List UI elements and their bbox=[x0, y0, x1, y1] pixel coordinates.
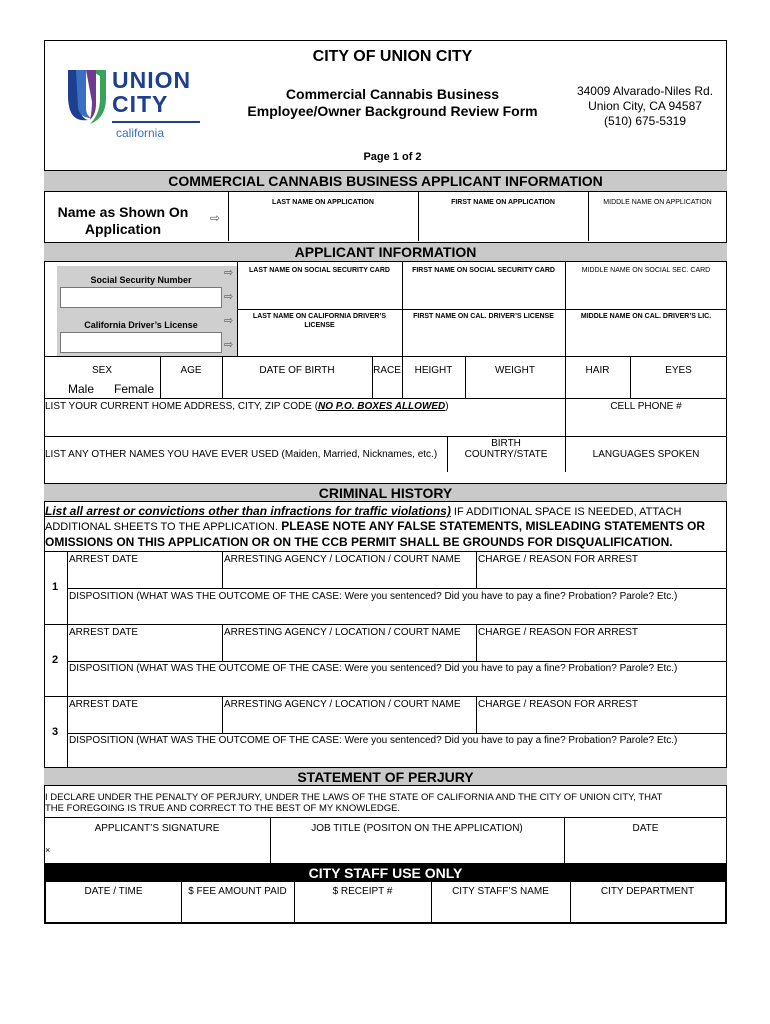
divider bbox=[418, 192, 419, 241]
logo-mark-icon bbox=[66, 68, 108, 128]
address-emphasis: NO P.O. BOXES ALLOWED bbox=[318, 401, 446, 412]
criminal-intro-line3: OMISSIONS ON THIS APPLICATION OR ON THE CCB PERMIT SHALL BE GROUNDS FOR DISQUALIFICATION. bbox=[45, 535, 673, 549]
dl-middle-name[interactable]: MIDDLE NAME ON CAL. DRIVER’S LIC. bbox=[580, 313, 712, 320]
charge-label[interactable]: CHARGE / REASON FOR ARREST bbox=[478, 699, 639, 710]
arresting-agency-label[interactable]: ARRESTING AGENCY / LOCATION / COURT NAME bbox=[224, 554, 461, 565]
ssn-last-name[interactable]: LAST NAME ON SOCIAL SECURITY CARD bbox=[249, 267, 390, 274]
divider bbox=[44, 624, 727, 625]
arresting-agency-label[interactable]: ARRESTING AGENCY / LOCATION / COURT NAME bbox=[224, 699, 461, 710]
section-title: CRIMINAL HISTORY bbox=[318, 485, 453, 501]
divider bbox=[222, 624, 223, 661]
middle-name-on-application[interactable]: MIDDLE NAME ON APPLICATION bbox=[603, 199, 712, 206]
union-city-logo bbox=[66, 68, 206, 144]
name-label-line2: Application bbox=[84, 221, 162, 237]
divider bbox=[67, 661, 727, 662]
divider bbox=[630, 356, 631, 398]
divider bbox=[44, 398, 727, 399]
receipt-label[interactable]: $ RECEIPT # bbox=[332, 886, 393, 897]
section-city-staff-use-only bbox=[46, 865, 725, 882]
female-option[interactable]: Female bbox=[114, 382, 155, 396]
dl-last-name-line2: LICENSE bbox=[304, 322, 335, 329]
disposition-label[interactable]: DISPOSITION (WHAT WAS THE OUTCOME OF THE CASE: Were you sentenced? Did you have to pay a fine? Probation? Parole? Etc.) bbox=[69, 663, 678, 674]
divider bbox=[565, 356, 566, 398]
dl-last-name-line1[interactable]: LAST NAME ON CALIFORNIA DRIVER’S bbox=[252, 313, 387, 320]
other-names-label[interactable]: LIST ANY OTHER NAMES YOU HAVE EVER USED (Maiden, Married, Nicknames, etc.) bbox=[45, 449, 438, 460]
section-title: APPLICANT INFORMATION bbox=[294, 244, 477, 260]
ssn-middle-name[interactable]: MIDDLE NAME ON SOCIAL SEC. CARD bbox=[581, 267, 711, 274]
date-time-label[interactable]: DATE / TIME bbox=[84, 886, 143, 897]
divider bbox=[44, 436, 727, 437]
divider bbox=[67, 588, 727, 589]
divider bbox=[465, 356, 466, 398]
form-title-line2: Employee/Owner Background Review Form bbox=[247, 103, 538, 119]
eyes-label[interactable]: EYES bbox=[665, 365, 692, 376]
arrow-right-icon: ⇨ bbox=[224, 339, 234, 351]
section-title: STATEMENT OF PERJURY bbox=[297, 769, 474, 785]
entry-number: 3 bbox=[52, 726, 59, 738]
height-label[interactable]: HEIGHT bbox=[414, 365, 453, 376]
intro-warning: PLEASE NOTE ANY FALSE STATEMENTS, MISLEADING STATEMENTS OR bbox=[277, 519, 706, 533]
date-label[interactable]: DATE bbox=[632, 823, 659, 834]
department-label[interactable]: CITY DEPARTMENT bbox=[600, 886, 695, 897]
intro-text: ADDITIONAL SHEETS TO THE APPLICATION. bbox=[45, 521, 278, 533]
divider bbox=[222, 696, 223, 733]
logo-text-union: UNION bbox=[112, 67, 192, 93]
divider bbox=[44, 551, 727, 552]
page-number: Page 1 of 2 bbox=[363, 151, 422, 163]
divider bbox=[237, 309, 727, 310]
arrest-date-label[interactable]: ARREST DATE bbox=[69, 627, 139, 638]
divider bbox=[476, 696, 477, 733]
weight-label[interactable]: WEIGHT bbox=[495, 365, 535, 376]
divider bbox=[44, 817, 727, 818]
cell-phone-label[interactable]: CELL PHONE # bbox=[610, 401, 682, 412]
section-ccb-applicant-info bbox=[44, 170, 727, 192]
section-statement-of-perjury bbox=[44, 767, 727, 786]
staff-name-label[interactable]: CITY STAFF’S NAME bbox=[452, 886, 549, 897]
languages-label[interactable]: LANGUAGES SPOKEN bbox=[592, 449, 700, 460]
arrest-date-label[interactable]: ARREST DATE bbox=[69, 554, 139, 565]
city-title: CITY OF UNION CITY bbox=[312, 48, 473, 65]
arrow-right-icon: ⇨ bbox=[224, 291, 234, 303]
charge-label[interactable]: CHARGE / REASON FOR ARREST bbox=[478, 627, 639, 638]
birth-country-line1[interactable]: BIRTH bbox=[491, 438, 521, 449]
name-label-line1: Name as Shown On bbox=[57, 204, 189, 220]
criminal-intro-line1 bbox=[45, 505, 682, 519]
intro-text: IF ADDITIONAL SPACE IS NEEDED, ATTACH bbox=[450, 506, 682, 518]
age-label[interactable]: AGE bbox=[180, 365, 202, 376]
logo-text-city: CITY bbox=[112, 91, 169, 117]
dob-label[interactable]: DATE OF BIRTH bbox=[259, 365, 335, 376]
logo-divider bbox=[112, 121, 200, 123]
address-line2: Union City, CA 94587 bbox=[588, 99, 702, 113]
divider bbox=[402, 356, 403, 398]
address-suffix: ) bbox=[445, 401, 449, 412]
divider bbox=[222, 551, 223, 588]
arrow-right-icon: ⇨ bbox=[224, 267, 234, 279]
form-title-line1: Commercial Cannabis Business bbox=[285, 86, 500, 102]
entry-number: 2 bbox=[52, 654, 59, 666]
divider bbox=[372, 356, 373, 398]
divider bbox=[228, 192, 229, 241]
disposition-label[interactable]: DISPOSITION (WHAT WAS THE OUTCOME OF THE CASE: Were you sentenced? Did you have to pay a fine? Probation? Parole? Etc.) bbox=[69, 735, 678, 746]
drivers-license-input[interactable] bbox=[60, 332, 222, 353]
section-title: CITY STAFF USE ONLY bbox=[308, 865, 463, 881]
section-applicant-information bbox=[44, 242, 727, 262]
logo-text-california: california bbox=[116, 126, 165, 140]
divider bbox=[588, 192, 589, 241]
criminal-intro-line2 bbox=[45, 520, 705, 534]
divider bbox=[67, 551, 68, 767]
address-line1: 34009 Alvarado-Niles Rd. bbox=[576, 84, 714, 98]
job-title-label[interactable]: JOB TITLE (POSITON ON THE APPLICATION) bbox=[311, 823, 523, 834]
divider bbox=[476, 624, 477, 661]
arrow-right-icon: ⇨ bbox=[224, 315, 234, 327]
ssn-input[interactable] bbox=[60, 287, 222, 308]
disposition-label[interactable]: DISPOSITION (WHAT WAS THE OUTCOME OF THE CASE: Were you sentenced? Did you have to pay a fine? Probation? Parole? Etc.) bbox=[69, 591, 678, 602]
ssn-label: Social Security Number bbox=[90, 275, 192, 285]
ssn-first-name[interactable]: FIRST NAME ON SOCIAL SECURITY CARD bbox=[412, 267, 555, 274]
divider bbox=[67, 733, 727, 734]
perjury-text-line2: THE FOREGOING IS TRUE AND CORRECT TO THE BEST OF MY KNOWLEDGE. bbox=[45, 803, 401, 814]
section-criminal-history bbox=[44, 483, 727, 502]
charge-label[interactable]: CHARGE / REASON FOR ARREST bbox=[478, 554, 639, 565]
sex-label: SEX bbox=[91, 365, 112, 376]
signature-label[interactable]: APPLICANT’S SIGNATURE bbox=[94, 823, 220, 834]
divider bbox=[160, 356, 161, 398]
dl-label: California Driver’s License bbox=[84, 320, 198, 330]
entry-number: 1 bbox=[52, 581, 59, 593]
perjury-text-line1: I DECLARE UNDER THE PENALTY OF PERJURY, UNDER THE LAWS OF THE STATE OF CALIFORNIA AND THE CITY OF UNION CITY, THAT bbox=[45, 792, 663, 803]
arrest-date-label[interactable]: ARREST DATE bbox=[69, 699, 139, 710]
fee-amount-label[interactable]: $ FEE AMOUNT PAID bbox=[188, 886, 287, 897]
arresting-agency-label[interactable]: ARRESTING AGENCY / LOCATION / COURT NAME bbox=[224, 627, 461, 638]
divider bbox=[44, 696, 727, 697]
arrow-right-icon: ⇨ bbox=[210, 211, 221, 225]
male-option[interactable]: Male bbox=[68, 382, 95, 396]
birth-country-line2: COUNTRY/STATE bbox=[464, 449, 548, 460]
divider bbox=[44, 356, 727, 357]
last-name-on-application[interactable]: LAST NAME ON APPLICATION bbox=[272, 199, 374, 206]
signature-x-mark: × bbox=[45, 845, 51, 855]
phone-number: (510) 675-5319 bbox=[603, 114, 687, 128]
divider bbox=[476, 551, 477, 588]
address-prefix: LIST YOUR CURRENT HOME ADDRESS, CITY, ZIP CODE ( bbox=[45, 401, 319, 412]
section-title: COMMERCIAL CANNABIS BUSINESS APPLICANT INFORMATION bbox=[168, 173, 603, 189]
intro-emphasis: List all arrest or convictions other than infractions for traffic violations) bbox=[45, 504, 451, 518]
dl-first-name[interactable]: FIRST NAME ON CAL. DRIVER’S LICENSE bbox=[413, 313, 554, 320]
first-name-on-application[interactable]: FIRST NAME ON APPLICATION bbox=[451, 199, 555, 206]
divider bbox=[222, 356, 223, 398]
home-address-label[interactable] bbox=[45, 401, 449, 412]
hair-label[interactable]: HAIR bbox=[585, 365, 610, 376]
race-label[interactable]: RACE bbox=[373, 365, 401, 376]
